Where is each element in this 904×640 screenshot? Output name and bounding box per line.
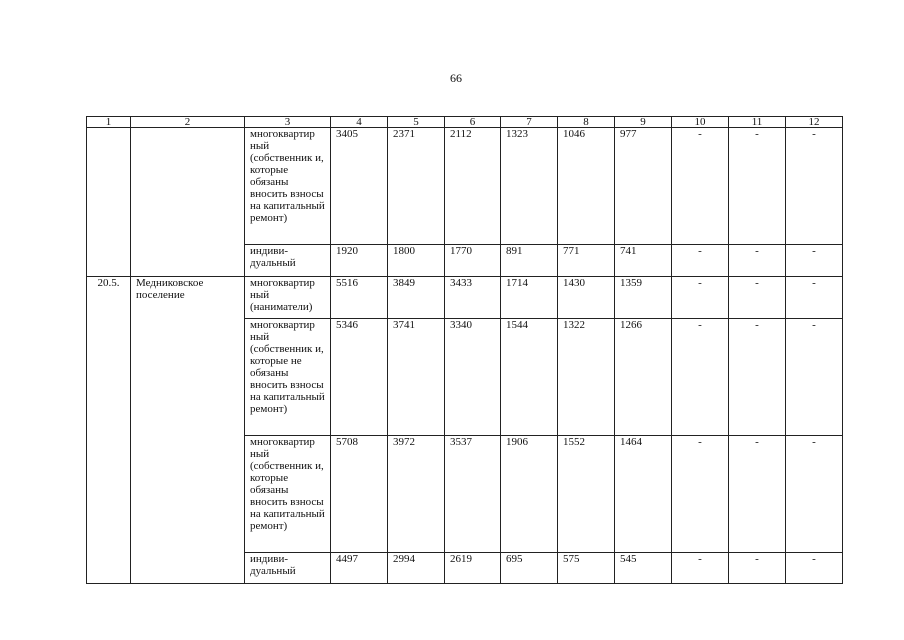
table-cell: 1800 — [388, 245, 445, 277]
table-cell: 545 — [615, 553, 672, 584]
table-cell: - — [729, 436, 786, 553]
table-row — [87, 277, 843, 319]
table-cell: 575 — [558, 553, 615, 584]
table-cell: - — [672, 553, 729, 584]
column-number: 3 — [245, 117, 331, 128]
table-cell: 3537 — [445, 436, 501, 553]
table-cell: - — [786, 245, 843, 277]
table-cell: - — [729, 553, 786, 584]
table-cell: 695 — [501, 553, 558, 584]
table-cell: 3405 — [331, 128, 388, 245]
settlement-name: Медниковское поселение — [131, 277, 245, 584]
table-cell: 1544 — [501, 319, 558, 436]
table-cell: - — [672, 245, 729, 277]
table-cell: - — [672, 436, 729, 553]
table-cell: 1770 — [445, 245, 501, 277]
housing-type: многоквартир ный (собственник и, которые обязаны вносить взносы на капитальный ремонт) — [245, 436, 331, 553]
housing-type: индиви-дуальный — [245, 245, 331, 277]
housing-type: многоквартир ный (собственник и, которые не обязаны вносить взносы на капитальный ремонт) — [245, 319, 331, 436]
table-cell: - — [672, 319, 729, 436]
page-number: 66 — [450, 71, 462, 85]
table-cell: 1920 — [331, 245, 388, 277]
table-cell: 1464 — [615, 436, 672, 553]
table-cell: - — [786, 436, 843, 553]
table-cell: 3433 — [445, 277, 501, 319]
table-cell: 1430 — [558, 277, 615, 319]
housing-type: многоквартир ный (собственник и, которые обязаны вносить взносы на капитальный ремонт) — [245, 128, 331, 245]
table-cell: 5708 — [331, 436, 388, 553]
table-cell: 771 — [558, 245, 615, 277]
table-cell: 1906 — [501, 436, 558, 553]
column-number: 2 — [131, 117, 245, 128]
column-number: 5 — [388, 117, 445, 128]
table-cell: - — [786, 319, 843, 436]
table-cell: 1323 — [501, 128, 558, 245]
settlement-name — [131, 128, 245, 277]
table-cell: 1322 — [558, 319, 615, 436]
table-cell: 2994 — [388, 553, 445, 584]
table-cell: - — [729, 128, 786, 245]
column-number: 9 — [615, 117, 672, 128]
table-cell: 3849 — [388, 277, 445, 319]
table-cell: 1359 — [615, 277, 672, 319]
table-cell: - — [672, 277, 729, 319]
table-cell: 741 — [615, 245, 672, 277]
column-number: 4 — [331, 117, 388, 128]
table-cell: - — [729, 277, 786, 319]
column-number: 10 — [672, 117, 729, 128]
column-number: 12 — [786, 117, 843, 128]
tariff-table — [86, 116, 843, 584]
table-cell: 2619 — [445, 553, 501, 584]
housing-type: многоквартир ный (наниматели) — [245, 277, 331, 319]
table-cell: 4497 — [331, 553, 388, 584]
table-cell: - — [672, 128, 729, 245]
table-cell: - — [729, 319, 786, 436]
table-cell: 891 — [501, 245, 558, 277]
housing-type: индиви-дуальный — [245, 553, 331, 584]
table-cell: 5516 — [331, 277, 388, 319]
table-cell: - — [729, 245, 786, 277]
table-cell: - — [786, 277, 843, 319]
table-cell: 1046 — [558, 128, 615, 245]
table-cell: 3972 — [388, 436, 445, 553]
column-number: 8 — [558, 117, 615, 128]
table-cell: - — [786, 128, 843, 245]
table-row — [87, 128, 843, 245]
column-number: 7 — [501, 117, 558, 128]
table-cell: 5346 — [331, 319, 388, 436]
table-cell: 1266 — [615, 319, 672, 436]
table-cell: 1714 — [501, 277, 558, 319]
column-number-row — [87, 117, 843, 128]
table-cell: 3340 — [445, 319, 501, 436]
column-number: 11 — [729, 117, 786, 128]
row-index — [87, 128, 131, 277]
table-cell: - — [786, 553, 843, 584]
column-number: 1 — [87, 117, 131, 128]
table-cell: 1552 — [558, 436, 615, 553]
table-cell: 3741 — [388, 319, 445, 436]
table-cell: 2112 — [445, 128, 501, 245]
column-number: 6 — [445, 117, 501, 128]
row-index: 20.5. — [87, 277, 131, 584]
table-cell: 2371 — [388, 128, 445, 245]
table-cell: 977 — [615, 128, 672, 245]
